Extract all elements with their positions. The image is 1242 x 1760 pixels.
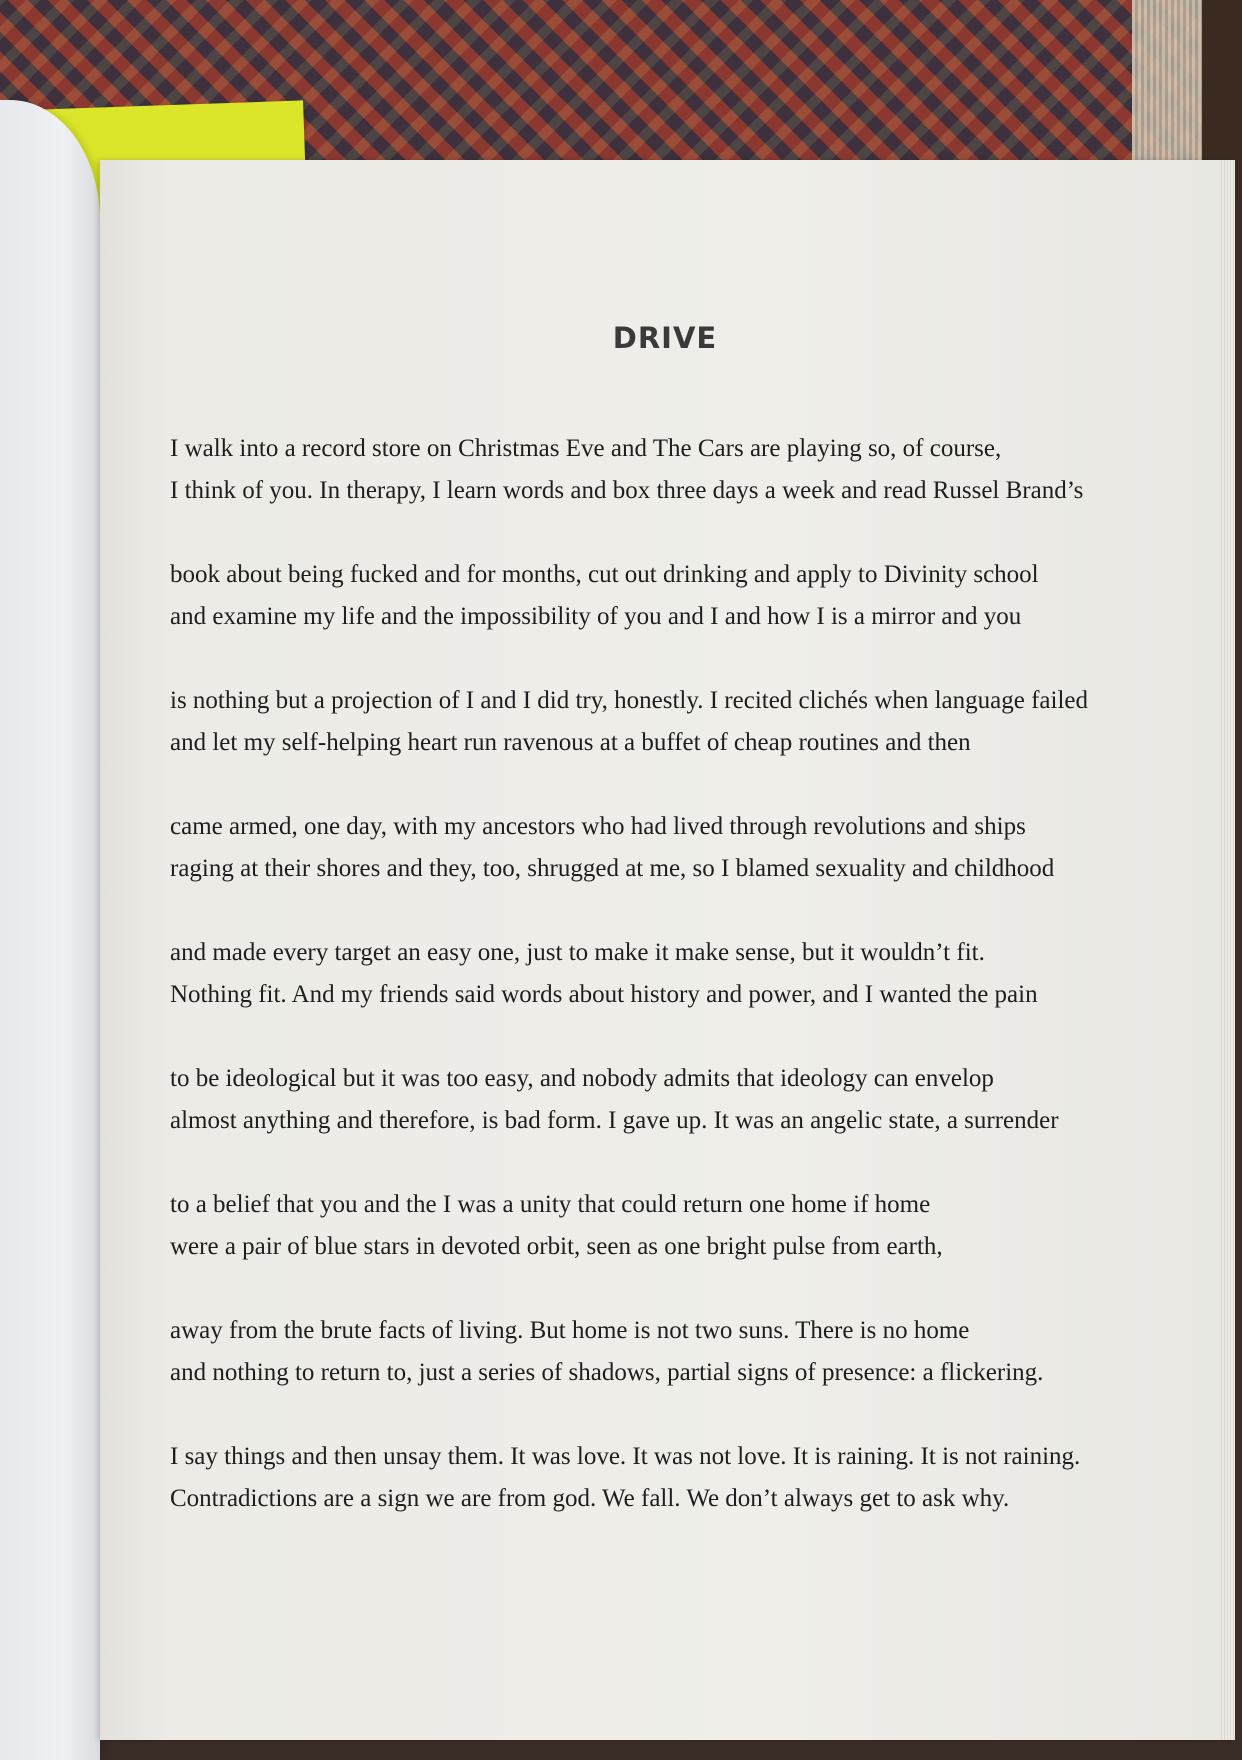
poem-line: to a belief that you and the I was a unity that could return one home if home <box>170 1191 931 1218</box>
stanza <box>170 1184 1180 1268</box>
poem-line: I say things and then unsay them. It was love. It was not love. It is raining. It is not raining. <box>170 1443 1081 1470</box>
poem-line: raging at their shores and they, too, shrugged at me, so I blamed sexuality and childhood <box>170 855 1055 882</box>
stanza <box>170 806 1180 890</box>
poem-line: were a pair of blue stars in devoted orbit, seen as one bright pulse from earth, <box>170 1233 943 1260</box>
stanza <box>170 428 1180 512</box>
stanza <box>170 554 1180 638</box>
poem-line: and examine my life and the impossibility of you and I and how I is a mirror and you <box>170 603 1022 630</box>
poem-line: and made every target an easy one, just to make it make sense, but it wouldn’t fit. <box>170 939 985 966</box>
stanza <box>170 1310 1180 1394</box>
left-page <box>0 100 100 1760</box>
poem-line: is nothing but a projection of I and I did try, honestly. I recited clichés when language failed <box>170 687 1089 714</box>
poem-line: and let my self-helping heart run ravenous at a buffet of cheap routines and then <box>170 729 971 756</box>
stanza <box>170 1058 1180 1142</box>
poem-line: came armed, one day, with my ancestors who had lived through revolutions and ships <box>170 813 1026 840</box>
poem-line: I think of you. In therapy, I learn words and box three days a week and read Russel Brand’s <box>170 477 1084 504</box>
page-edge <box>1221 160 1235 1740</box>
poem-line: away from the brute facts of living. But home is not two suns. There is no home <box>170 1317 970 1344</box>
poem-line: and nothing to return to, just a series of shadows, partial signs of presence: a flickering. <box>170 1359 1044 1386</box>
stanza <box>170 932 1180 1016</box>
poem-line: Contradictions are a sign we are from god. We fall. We don’t always get to ask why. <box>170 1485 1010 1512</box>
poem-title: DRIVE <box>612 321 718 356</box>
poem-line: Nothing fit. And my friends said words about history and power, and I wanted the pain <box>170 981 1038 1008</box>
rug-fringe <box>1132 0 1202 160</box>
poem-body <box>170 428 1180 1562</box>
stanza <box>170 1436 1180 1520</box>
poem-line: I walk into a record store on Christmas Eve and The Cars are playing so, of course, <box>170 435 1002 462</box>
poem-line: almost anything and therefore, is bad form. I gave up. It was an angelic state, a surrender <box>170 1107 1059 1134</box>
poem-line: book about being fucked and for months, cut out drinking and apply to Divinity school <box>170 561 1039 588</box>
poem-line: to be ideological but it was too easy, and nobody admits that ideology can envelop <box>170 1065 994 1092</box>
stanza <box>170 680 1180 764</box>
